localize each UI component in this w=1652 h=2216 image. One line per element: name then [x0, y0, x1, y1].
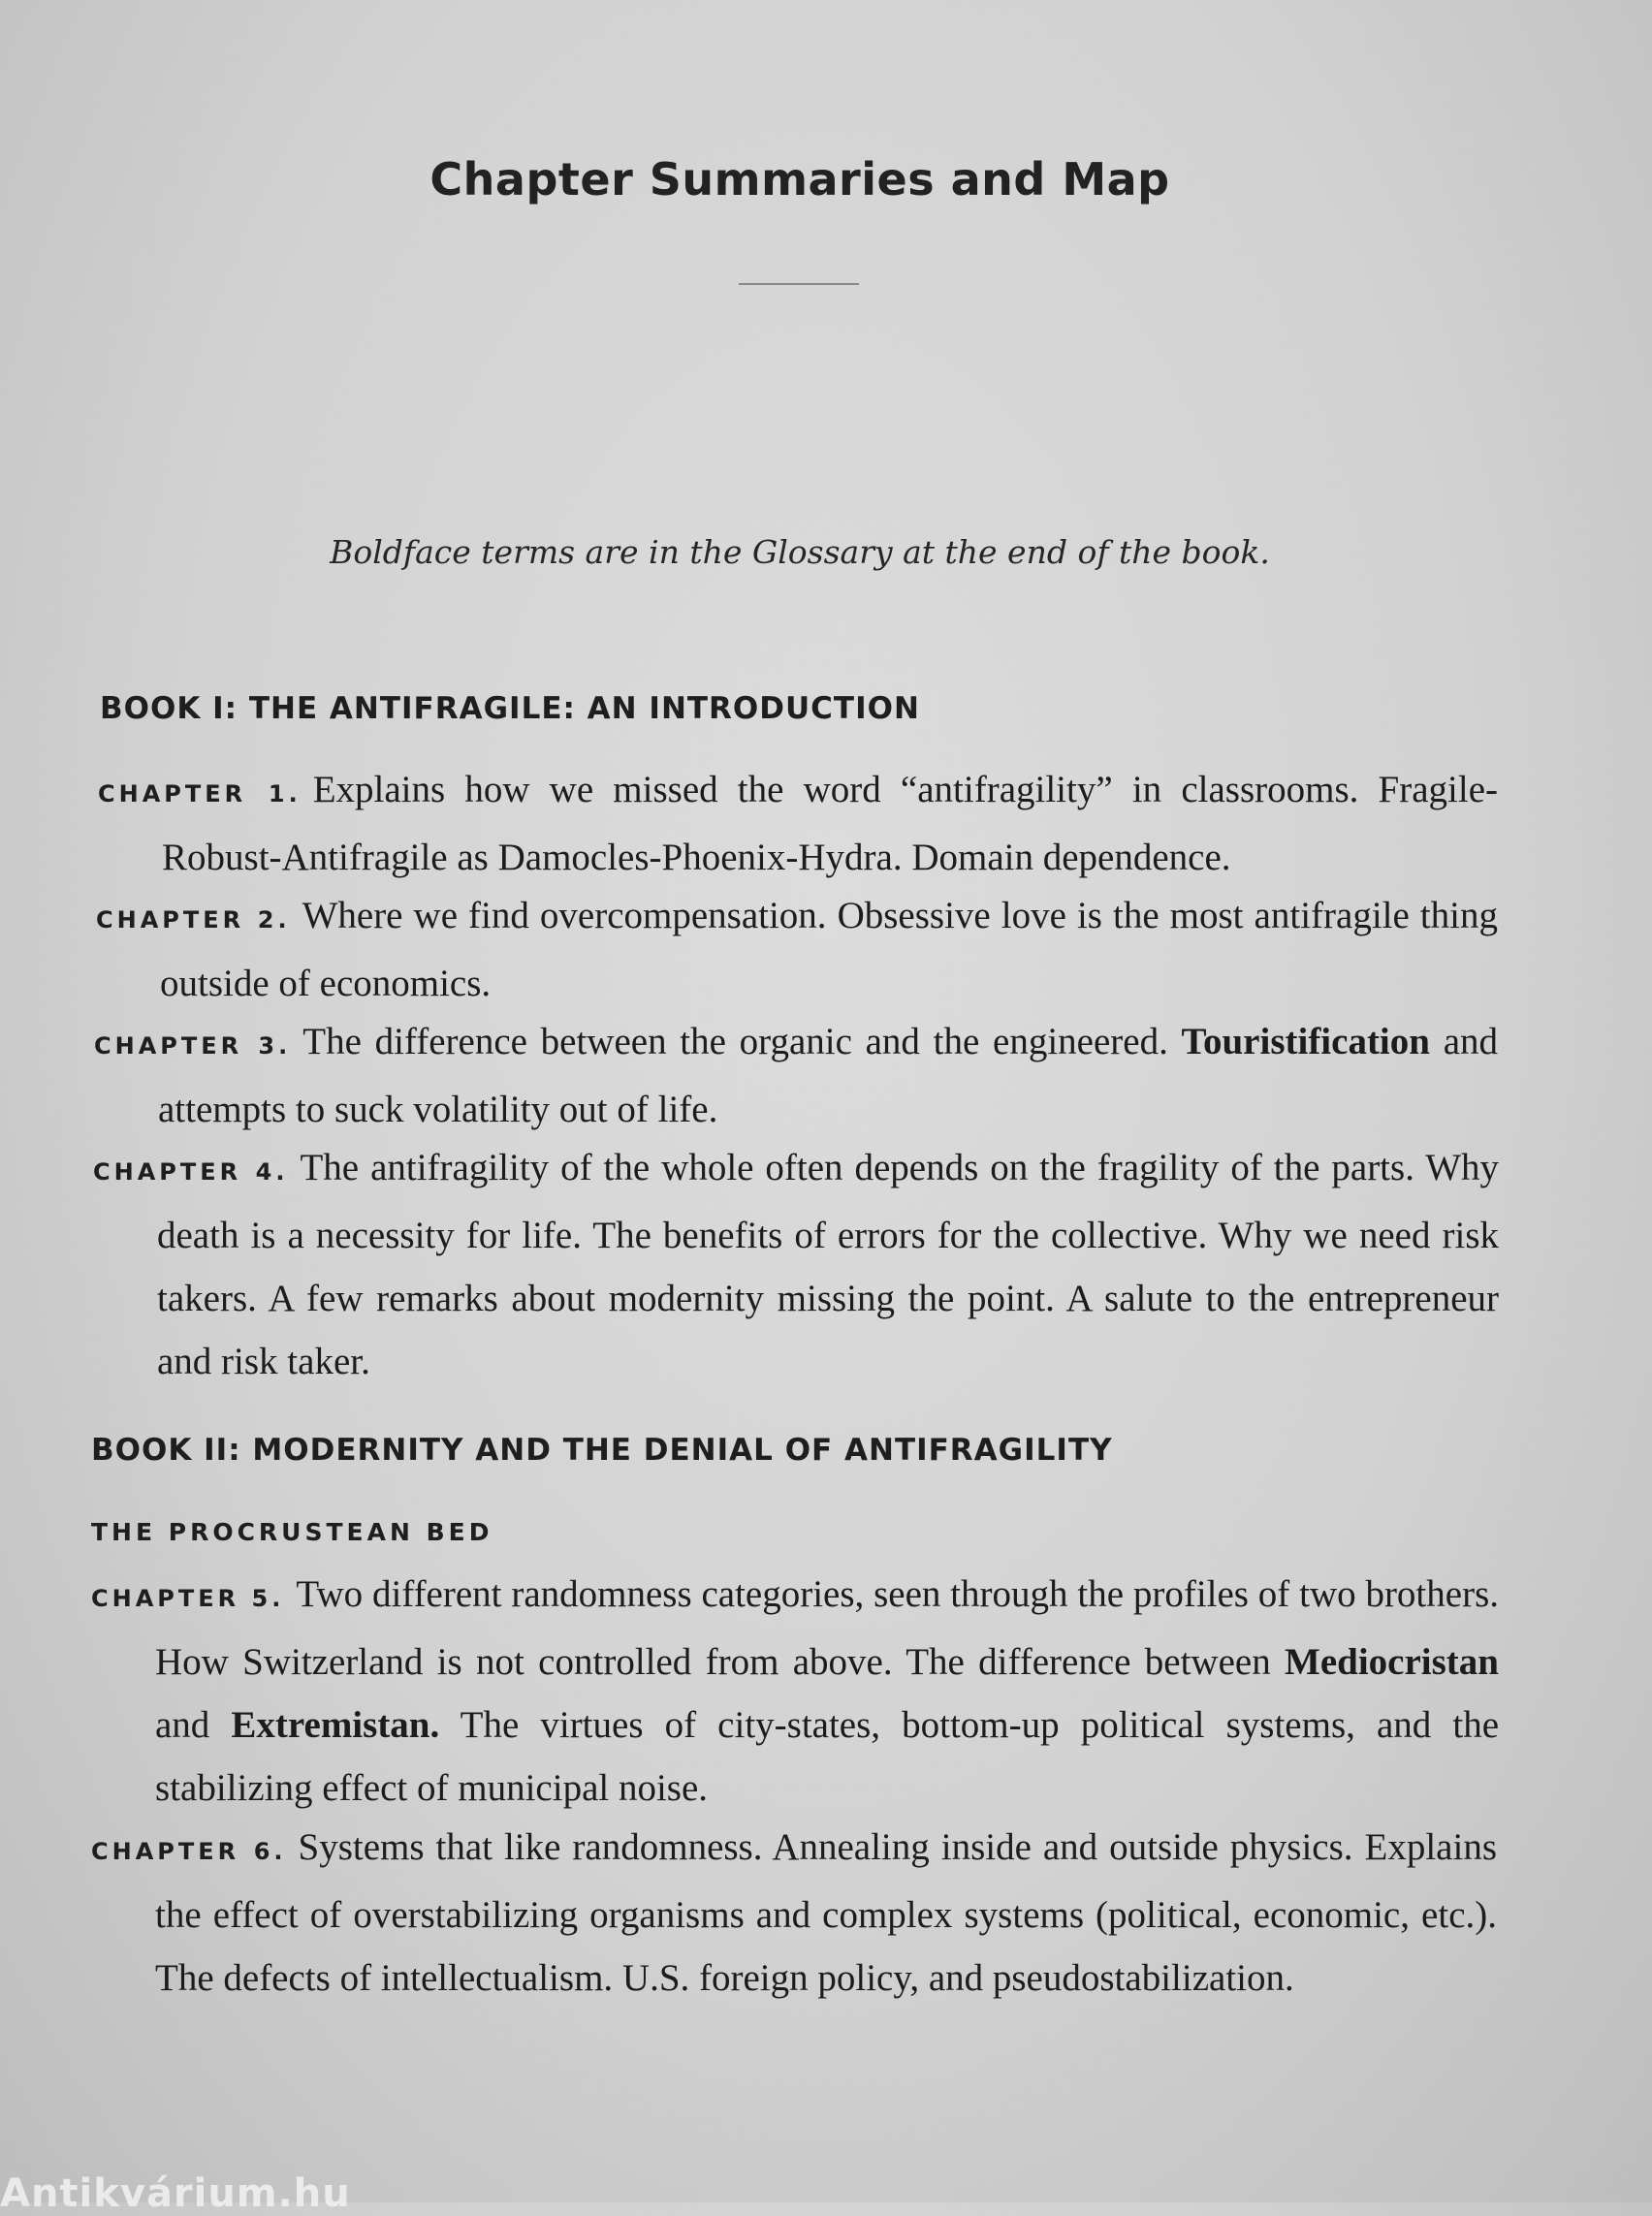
glossary-note: Boldface terms are in the Glossary at the end of the book.: [330, 533, 1270, 571]
chapter-3-text-after: and attempts to suck volatility out of life.: [158, 1021, 1498, 1130]
chapter-2-summary: [96, 884, 1498, 1015]
chapter-3-label: CHAPTER 3.: [94, 1032, 292, 1060]
chapter-2-text: Where we find overcompensation. Obsessive love is the most antifragile thing outside of economics.: [160, 895, 1499, 1004]
chapter-5-text-after: The virtues of city-states, bottom-up political systems, and the stabilizing effect of municipal noise.: [155, 1704, 1500, 1809]
watermark: Antikvárium.hu: [0, 2171, 351, 2216]
page-title: Chapter Summaries and Map: [429, 153, 1170, 206]
chapter-5-summary: [91, 1563, 1499, 1820]
chapter-6-summary: [91, 1816, 1497, 2010]
chapter-2-label: CHAPTER 2.: [96, 906, 291, 934]
chapter-6-label: CHAPTER 6.: [91, 1838, 287, 1865]
chapter-3-text-before: The difference between the organic and the engineered.: [302, 1021, 1168, 1062]
chapter-4-text: The antifragility of the whole often depends on the fragility of the parts. Why death is a necessity for life. The benefits of errors for the collective. Why we need risk takers. A few remarks about modernity missing the point. A salute to the entrepreneur and risk taker.: [157, 1147, 1500, 1382]
chapter-3-summary: [94, 1010, 1498, 1141]
chapter-6-text: Systems that like randomness. Annealing inside and outside physics. Explains the effect of overstabilizing organisms and complex systems (political, economic, etc.). The defects of intellectualism. U.S. foreign policy, and pseudostabilization.: [155, 1826, 1498, 1999]
title-divider: [739, 283, 859, 285]
chapter-1-summary: [98, 758, 1498, 889]
glossary-term-touristification: Touristification: [1181, 1021, 1430, 1062]
chapter-1-text: Explains how we missed the word “antifragility” in classrooms. Fragile-Robust-Antifragile as Damocles-Phoenix-Hydra. Domain dependence.: [162, 769, 1498, 878]
glossary-term-extremistan: Extremistan.: [231, 1704, 440, 1746]
chapter-5-text-before: Two different randomness categories, seen through the profiles of two brothers. How Switzerland is not controlled from above. The difference between: [155, 1573, 1499, 1683]
book-1-heading: BOOK I: THE ANTIFRAGILE: AN INTRODUCTION: [100, 691, 920, 726]
glossary-term-mediocristan: Mediocristan: [1285, 1641, 1499, 1683]
book-2-heading: BOOK II: MODERNITY AND THE DENIAL OF ANTIFRAGILITY: [91, 1433, 1113, 1468]
part-heading: THE PROCRUSTEAN BED: [91, 1518, 493, 1546]
chapter-1-label: CHAPTER 1.: [98, 780, 302, 807]
chapter-4-summary: [93, 1136, 1499, 1393]
chapter-5-label: CHAPTER 5.: [91, 1585, 285, 1612]
chapter-5-text-middle: and: [155, 1704, 210, 1746]
chapter-4-label: CHAPTER 4.: [93, 1158, 289, 1186]
